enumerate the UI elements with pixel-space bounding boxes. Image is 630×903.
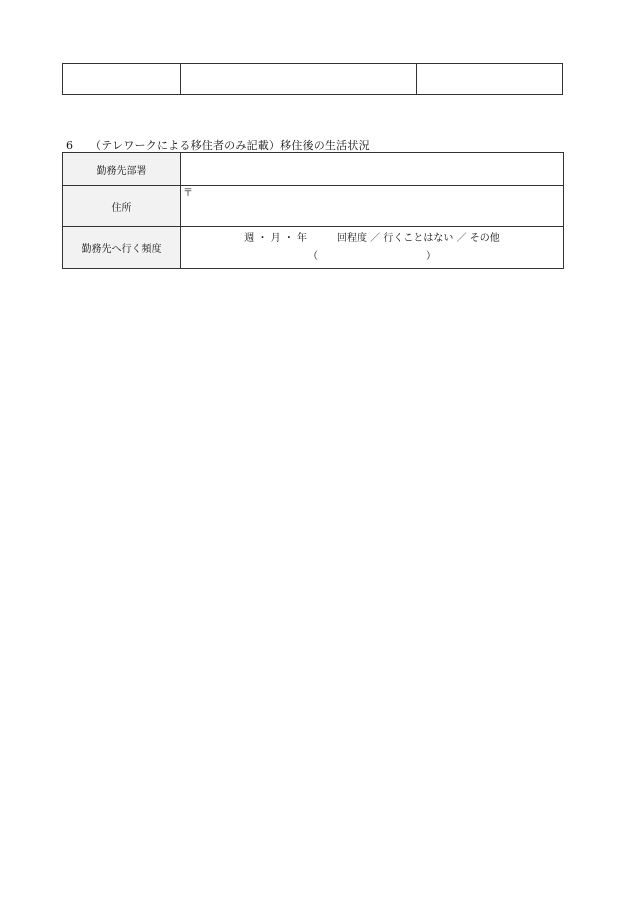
table-cell[interactable] bbox=[417, 64, 563, 95]
address-field[interactable] bbox=[181, 186, 564, 227]
table-row bbox=[63, 186, 564, 227]
section-title: （テレワークによる移住者のみ記載）移住後の生活状況 bbox=[90, 139, 370, 152]
section-number: 6 bbox=[66, 139, 74, 152]
commute-frequency-label: 勤務先へ行く頻度 bbox=[63, 227, 181, 269]
section-heading bbox=[66, 137, 370, 153]
frequency-options: 週 ・ 月 ・ 年 回程度 ／ 行くことはない ／ その他 bbox=[244, 232, 500, 244]
workplace-department-field[interactable] bbox=[181, 153, 564, 186]
postal-mark-icon: 〒 bbox=[183, 188, 193, 199]
table-row bbox=[63, 227, 564, 269]
paren-close: ） bbox=[426, 250, 436, 262]
address-label: 住所 bbox=[63, 186, 181, 227]
table-row bbox=[63, 153, 564, 186]
other-details-line bbox=[181, 248, 563, 266]
table-cell[interactable] bbox=[63, 64, 181, 95]
workplace-department-label: 勤務先部署 bbox=[63, 153, 181, 186]
commute-frequency-field[interactable] bbox=[181, 227, 564, 269]
paren-open: （ bbox=[308, 250, 318, 262]
previous-section-table-fragment bbox=[62, 63, 563, 95]
table-cell[interactable] bbox=[181, 64, 417, 95]
table-row bbox=[63, 64, 563, 95]
living-situation-table bbox=[62, 152, 564, 269]
